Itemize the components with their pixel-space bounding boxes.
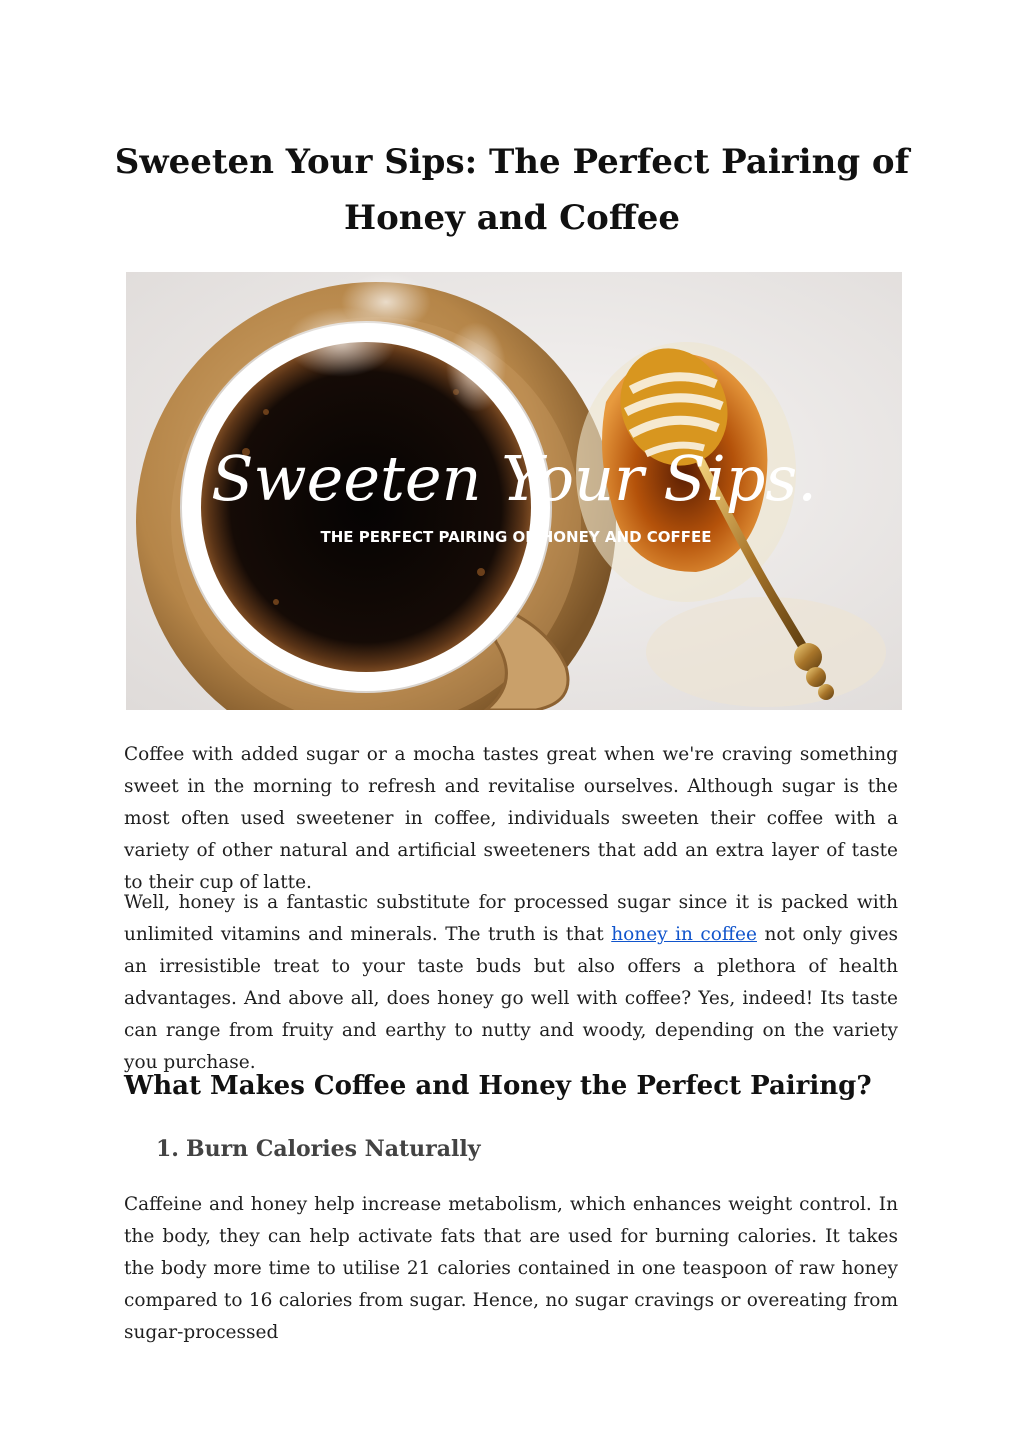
paragraph-burn-calories: Caffeine and honey help increase metabolism, which enhances weight control. In the body, they can help activate fats that are used for burning calories. It takes the body more time to utilise 21 calories contained in one teaspoon of raw honey compared to 16 calories from sugar. Hence, no sugar cravings or overeating from sugar-processed	[124, 1194, 898, 1343]
honey-in-coffee-link[interactable]: honey in coffee	[611, 924, 757, 945]
hero-image	[126, 272, 902, 710]
paragraph-text-before-link: Well, honey is a fantastic substitute for processed sugar since it is packed with unlimited vitamins and minerals. The truth is that	[124, 892, 898, 945]
paragraph-text-after-link: not only gives an irresistible treat to your taste buds but also offers a plethora of health advantages. And above all, does honey go well with coffee? Yes, indeed! Its taste can range from fruity and earthy to nutty and woody, depending on the variety you purchase.	[124, 924, 899, 1073]
subsection-heading-text: Burn Calories Naturally	[186, 1136, 481, 1162]
coffee-honey-illustration	[126, 272, 902, 710]
paragraph-honey-substitute	[124, 887, 898, 1079]
subsection-heading	[156, 1130, 481, 1168]
intro-paragraph: Coffee with added sugar or a mocha tastes great when we're craving something sweet in the morning to refresh and revitalise ourselves. Although sugar is the most often used sweetener in coffee, individuals sweeten their coffee with a variety of other natural and artificial sweeteners that add an extra layer of taste to their cup of latte.	[124, 744, 898, 893]
section-heading: What Makes Coffee and Honey the Perfect Pairing?	[124, 1071, 872, 1101]
overlay-script-text: Sweeten Your Sips.	[211, 442, 817, 515]
page-title: Sweeten Your Sips: The Perfect Pairing of Honey and Coffee	[114, 142, 910, 238]
overlay-caption-text: THE PERFECT PAIRING OF HONEY AND COFFEE	[320, 528, 712, 546]
list-number: 1.	[156, 1136, 179, 1162]
